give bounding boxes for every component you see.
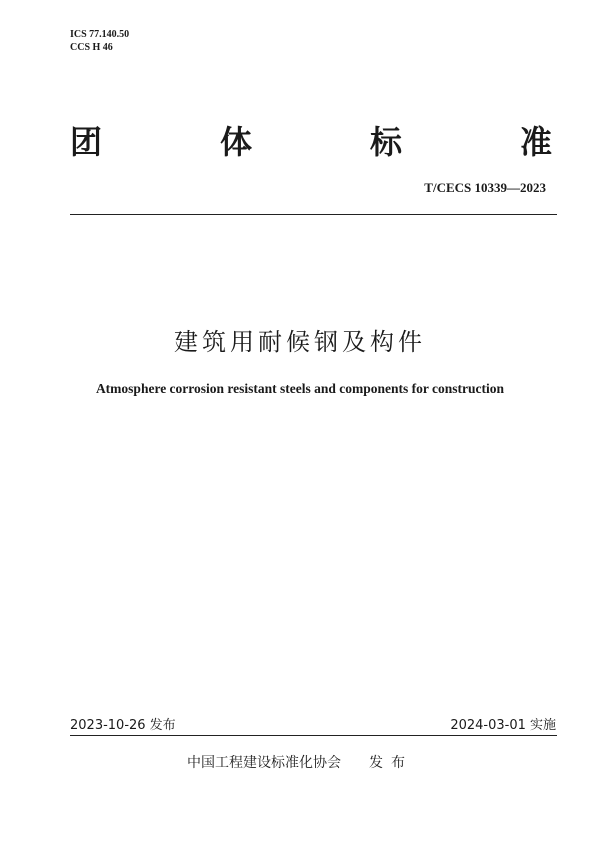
standard-type-char: 团: [70, 123, 103, 161]
publisher-name: 中国工程建设标准化协会: [187, 755, 341, 771]
issue-date: 2023-10-26 发布: [70, 718, 176, 733]
publisher-action: 发布: [369, 755, 413, 771]
top-divider: [70, 214, 557, 215]
standard-type-char: 标: [369, 123, 402, 161]
implementation-date: 2024-03-01 实施: [450, 718, 556, 733]
standard-type-char: 准: [519, 123, 552, 161]
title-english: Atmosphere corrosion resistant steels and components for construction: [95, 381, 505, 396]
title-chinese: 建筑用耐候钢及构件: [174, 328, 426, 356]
ccs-code: CCS H 46: [70, 42, 113, 53]
standard-type-heading: [70, 118, 552, 162]
standard-type-char: 体: [219, 123, 252, 161]
bottom-divider: [70, 735, 557, 736]
classification-codes: [70, 28, 129, 54]
ics-code: ICS 77.140.50: [70, 29, 130, 40]
standard-number: T/CECS 10339—2023: [424, 180, 546, 195]
publisher-line: [0, 752, 600, 772]
